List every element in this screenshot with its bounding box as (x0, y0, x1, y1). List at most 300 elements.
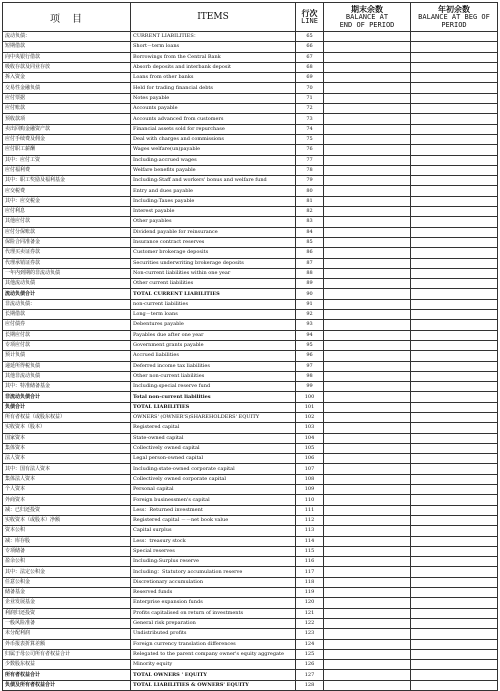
table-row (3, 361, 498, 371)
row-beg-balance-cell[interactable] (411, 546, 498, 556)
row-end-balance-cell[interactable] (324, 124, 411, 134)
row-item-cn: 流动负债合计 (3, 289, 131, 299)
row-end-balance-cell[interactable] (324, 196, 411, 206)
row-item-en: Accounts payable (131, 104, 296, 114)
row-item-cn: 应付账款 (3, 104, 131, 114)
row-beg-balance-cell[interactable] (411, 83, 498, 93)
row-item-en: Deferred income tax liabilities (131, 361, 296, 371)
table-row (3, 536, 498, 546)
row-line-number: 65 (296, 32, 324, 42)
row-item-en: Held for trading financial debts (131, 83, 296, 93)
row-item-cn: 企业发展基金 (3, 598, 131, 608)
row-end-balance-cell[interactable] (324, 361, 411, 371)
table-row (3, 93, 498, 103)
row-beg-balance-cell[interactable] (411, 402, 498, 412)
row-beg-balance-cell[interactable] (411, 340, 498, 350)
row-beg-balance-cell[interactable] (411, 464, 498, 474)
row-end-balance-cell[interactable] (324, 237, 411, 247)
table-row (3, 680, 498, 690)
row-beg-balance-cell[interactable] (411, 32, 498, 42)
row-item-en: Including:state-owned corporate capital (131, 464, 296, 474)
row-beg-balance-cell[interactable] (411, 649, 498, 659)
row-item-cn: 预计负债 (3, 351, 131, 361)
row-end-balance-cell[interactable] (324, 454, 411, 464)
row-end-balance-cell[interactable] (324, 402, 411, 412)
row-end-balance-cell[interactable] (324, 433, 411, 443)
row-end-balance-cell[interactable] (324, 279, 411, 289)
row-line-number: 123 (296, 629, 324, 639)
row-beg-balance-cell[interactable] (411, 454, 498, 464)
row-item-en: CURRENT LIABILITIES： (131, 32, 296, 42)
row-item-cn: 法人资本 (3, 454, 131, 464)
row-end-balance-cell[interactable] (324, 227, 411, 237)
table-body (3, 32, 498, 691)
table-row (3, 485, 498, 495)
row-end-balance-cell[interactable] (324, 598, 411, 608)
row-beg-balance-cell[interactable] (411, 155, 498, 165)
table-row (3, 412, 498, 422)
row-end-balance-cell[interactable] (324, 660, 411, 670)
row-end-balance-cell[interactable] (324, 515, 411, 525)
table-row (3, 454, 498, 464)
row-beg-balance-cell[interactable] (411, 567, 498, 577)
row-end-balance-cell[interactable] (324, 176, 411, 186)
row-end-balance-cell[interactable] (324, 62, 411, 72)
row-line-number: 105 (296, 443, 324, 453)
row-line-number: 74 (296, 124, 324, 134)
row-beg-balance-cell[interactable] (411, 237, 498, 247)
row-item-en: Entry and dues payable (131, 186, 296, 196)
table-row (3, 382, 498, 392)
row-item-en: Less：treasury stock (131, 536, 296, 546)
liabilities-equity-table (2, 2, 498, 691)
row-end-balance-cell[interactable] (324, 464, 411, 474)
row-end-balance-cell[interactable] (324, 588, 411, 598)
table-row (3, 351, 498, 361)
row-end-balance-cell[interactable] (324, 155, 411, 165)
row-line-number: 100 (296, 392, 324, 402)
row-end-balance-cell[interactable] (324, 114, 411, 124)
row-beg-balance-cell[interactable] (411, 289, 498, 299)
row-item-en: Debentures payable (131, 320, 296, 330)
row-line-number: 108 (296, 474, 324, 484)
row-beg-balance-cell[interactable] (411, 104, 498, 114)
table-row (3, 124, 498, 134)
row-item-en: General risk preparation (131, 618, 296, 628)
table-row (3, 618, 498, 628)
table-row (3, 649, 498, 659)
row-item-cn: 实收资本（股本） (3, 423, 131, 433)
row-item-cn: 其中：应付工资 (3, 155, 131, 165)
row-beg-balance-cell[interactable] (411, 515, 498, 525)
row-item-en: Long－term loans (131, 310, 296, 320)
balance-sheet-page (2, 2, 497, 688)
row-beg-balance-cell[interactable] (411, 320, 498, 330)
row-beg-balance-cell[interactable] (411, 52, 498, 62)
row-beg-balance-cell[interactable] (411, 526, 498, 536)
row-line-number: 91 (296, 299, 324, 309)
row-end-balance-cell[interactable] (324, 340, 411, 350)
row-item-en: Personal capital (131, 485, 296, 495)
table-row (3, 196, 498, 206)
row-item-en: State-owned capital (131, 433, 296, 443)
row-item-en: Legal person-owned capital (131, 454, 296, 464)
row-beg-balance-cell[interactable] (411, 207, 498, 217)
row-beg-balance-cell[interactable] (411, 536, 498, 546)
row-beg-balance-cell[interactable] (411, 227, 498, 237)
table-row (3, 32, 498, 42)
row-end-balance-cell[interactable] (324, 495, 411, 505)
row-end-balance-cell[interactable] (324, 248, 411, 258)
row-item-en: Borrowings from the Central Bank (131, 52, 296, 62)
row-line-number: 73 (296, 114, 324, 124)
row-item-en: Undistributed profits (131, 629, 296, 639)
row-end-balance-cell[interactable] (324, 443, 411, 453)
row-line-number: 77 (296, 155, 324, 165)
row-beg-balance-cell[interactable] (411, 145, 498, 155)
table-row (3, 52, 498, 62)
row-item-en: Total non-current liabilities (131, 392, 296, 402)
row-end-balance-cell[interactable] (324, 670, 411, 680)
row-end-balance-cell[interactable] (324, 649, 411, 659)
row-line-number: 89 (296, 279, 324, 289)
row-item-en: Registered capital (131, 423, 296, 433)
table-row (3, 227, 498, 237)
table-row (3, 330, 498, 340)
row-item-cn: 应付分保账款 (3, 227, 131, 237)
row-beg-balance-cell[interactable] (411, 217, 498, 227)
row-beg-balance-cell[interactable] (411, 361, 498, 371)
row-end-balance-cell[interactable] (324, 474, 411, 484)
row-beg-balance-cell[interactable] (411, 93, 498, 103)
row-end-balance-cell[interactable] (324, 577, 411, 587)
row-item-en: Short－term loans (131, 42, 296, 52)
table-row (3, 279, 498, 289)
row-line-number: 86 (296, 248, 324, 258)
row-item-cn: 其中：职工奖励及福利基金 (3, 176, 131, 186)
row-beg-balance-cell[interactable] (411, 371, 498, 381)
row-item-en: Including：Statutory accumulation reserve (131, 567, 296, 577)
row-end-balance-cell[interactable] (324, 680, 411, 690)
row-item-cn: 负债合计 (3, 402, 131, 412)
table-row (3, 176, 498, 186)
row-end-balance-cell[interactable] (324, 526, 411, 536)
row-beg-balance-cell[interactable] (411, 588, 498, 598)
row-end-balance-cell[interactable] (324, 330, 411, 340)
row-item-cn: 储备基金 (3, 588, 131, 598)
row-end-balance-cell[interactable] (324, 104, 411, 114)
row-end-balance-cell[interactable] (324, 536, 411, 546)
table-row (3, 310, 498, 320)
row-item-en: Including:Surplus reserve (131, 557, 296, 567)
row-end-balance-cell[interactable] (324, 258, 411, 268)
table-row (3, 402, 498, 412)
row-item-en: Deal with charges and commissions (131, 134, 296, 144)
row-item-en: Including:accrued wages (131, 155, 296, 165)
row-line-number: 78 (296, 165, 324, 175)
row-line-number: 93 (296, 320, 324, 330)
row-item-en: Absorb deposits and interbank deposit (131, 62, 296, 72)
row-item-cn: 预收款项 (3, 114, 131, 124)
row-item-en: Relegated to the parent company owner's equity aggregate (131, 649, 296, 659)
row-beg-balance-cell[interactable] (411, 299, 498, 309)
row-item-en: non-current liabilities (131, 299, 296, 309)
row-beg-balance-cell[interactable] (411, 557, 498, 567)
row-item-cn: 其他流动负债 (3, 279, 131, 289)
row-item-en: Other payables (131, 217, 296, 227)
table-row (3, 526, 498, 536)
row-line-number: 80 (296, 186, 324, 196)
table-row (3, 73, 498, 83)
row-end-balance-cell[interactable] (324, 608, 411, 618)
row-line-number: 75 (296, 134, 324, 144)
row-beg-balance-cell[interactable] (411, 670, 498, 680)
row-end-balance-cell[interactable] (324, 392, 411, 402)
header-end-en1: BALANCE AT (345, 13, 389, 21)
table-row (3, 474, 498, 484)
row-item-cn: 长期应付款 (3, 330, 131, 340)
row-item-cn: 个人资本 (3, 485, 131, 495)
row-item-en: Interest payable (131, 207, 296, 217)
row-line-number: 66 (296, 42, 324, 52)
row-beg-balance-cell[interactable] (411, 186, 498, 196)
row-end-balance-cell[interactable] (324, 93, 411, 103)
header-line (296, 3, 324, 32)
row-beg-balance-cell[interactable] (411, 629, 498, 639)
row-line-number: 120 (296, 598, 324, 608)
row-item-cn: 代理承销证券款 (3, 258, 131, 268)
row-end-balance-cell[interactable] (324, 134, 411, 144)
row-line-number: 96 (296, 351, 324, 361)
row-beg-balance-cell[interactable] (411, 608, 498, 618)
table-row (3, 433, 498, 443)
row-item-cn: 卖出回购金融资产款 (3, 124, 131, 134)
row-line-number: 79 (296, 176, 324, 186)
row-beg-balance-cell[interactable] (411, 62, 498, 72)
row-item-cn: 其中：法定公积金 (3, 567, 131, 577)
row-item-cn: 应交税费 (3, 186, 131, 196)
row-end-balance-cell[interactable] (324, 83, 411, 93)
row-end-balance-cell[interactable] (324, 567, 411, 577)
row-end-balance-cell[interactable] (324, 310, 411, 320)
row-item-en: Including:Taxes payable (131, 196, 296, 206)
table-row (3, 207, 498, 217)
row-line-number: 111 (296, 505, 324, 515)
row-beg-balance-cell[interactable] (411, 279, 498, 289)
row-item-cn: 应付票据 (3, 93, 131, 103)
table-row (3, 237, 498, 247)
table-row (3, 629, 498, 639)
row-end-balance-cell[interactable] (324, 299, 411, 309)
row-end-balance-cell[interactable] (324, 629, 411, 639)
row-beg-balance-cell[interactable] (411, 660, 498, 670)
row-beg-balance-cell[interactable] (411, 124, 498, 134)
row-line-number: 90 (296, 289, 324, 299)
row-item-cn: 应付职工薪酬 (3, 145, 131, 155)
row-beg-balance-cell[interactable] (411, 351, 498, 361)
row-item-en: TOTAL LIABILITIES (131, 402, 296, 412)
row-item-cn: 非流动负债合计 (3, 392, 131, 402)
row-item-en: Government grants payable (131, 340, 296, 350)
table-row (3, 83, 498, 93)
row-beg-balance-cell[interactable] (411, 268, 498, 278)
row-item-en: Accrued liabilities (131, 351, 296, 361)
row-end-balance-cell[interactable] (324, 371, 411, 381)
row-end-balance-cell[interactable] (324, 320, 411, 330)
row-line-number: 104 (296, 433, 324, 443)
row-item-en: Accounts advanced from customers (131, 114, 296, 124)
row-end-balance-cell[interactable] (324, 485, 411, 495)
row-line-number: 121 (296, 608, 324, 618)
row-line-number: 101 (296, 402, 324, 412)
row-beg-balance-cell[interactable] (411, 73, 498, 83)
row-beg-balance-cell[interactable] (411, 598, 498, 608)
row-end-balance-cell[interactable] (324, 52, 411, 62)
row-end-balance-cell[interactable] (324, 186, 411, 196)
row-beg-balance-cell[interactable] (411, 258, 498, 268)
row-beg-balance-cell[interactable] (411, 196, 498, 206)
row-end-balance-cell[interactable] (324, 217, 411, 227)
row-item-cn: 应付利息 (3, 207, 131, 217)
row-beg-balance-cell[interactable] (411, 433, 498, 443)
row-line-number: 99 (296, 382, 324, 392)
row-item-en: Non-current liabilities within one year (131, 268, 296, 278)
table-row (3, 557, 498, 567)
row-beg-balance-cell[interactable] (411, 577, 498, 587)
row-item-en: Reserved funds (131, 588, 296, 598)
row-item-cn: 所有者权益（或股东权益） (3, 412, 131, 422)
row-item-en: Dividend payable for reinsurance (131, 227, 296, 237)
row-item-cn: 盈余公积 (3, 557, 131, 567)
row-line-number: 110 (296, 495, 324, 505)
table-row (3, 515, 498, 525)
row-beg-balance-cell[interactable] (411, 495, 498, 505)
row-item-cn: 实收资本（或股本）净额 (3, 515, 131, 525)
row-end-balance-cell[interactable] (324, 268, 411, 278)
table-row (3, 42, 498, 52)
table-row (3, 340, 498, 350)
row-line-number: 112 (296, 515, 324, 525)
row-line-number: 95 (296, 340, 324, 350)
row-item-en: Foreign businessmen's capital (131, 495, 296, 505)
header-end-balance (324, 3, 411, 32)
table-row (3, 62, 498, 72)
row-beg-balance-cell[interactable] (411, 443, 498, 453)
row-beg-balance-cell[interactable] (411, 412, 498, 422)
table-row (3, 186, 498, 196)
row-item-cn: 长期借款 (3, 310, 131, 320)
row-beg-balance-cell[interactable] (411, 382, 498, 392)
row-line-number: 68 (296, 62, 324, 72)
row-end-balance-cell[interactable] (324, 207, 411, 217)
row-item-en: Minority equity (131, 660, 296, 670)
row-end-balance-cell[interactable] (324, 351, 411, 361)
row-beg-balance-cell[interactable] (411, 114, 498, 124)
row-end-balance-cell[interactable] (324, 73, 411, 83)
row-item-cn: 外币报表折算差额 (3, 639, 131, 649)
row-item-cn: 应付福利费 (3, 165, 131, 175)
row-end-balance-cell[interactable] (324, 505, 411, 515)
row-beg-balance-cell[interactable] (411, 392, 498, 402)
row-end-balance-cell[interactable] (324, 382, 411, 392)
row-beg-balance-cell[interactable] (411, 165, 498, 175)
row-beg-balance-cell[interactable] (411, 680, 498, 690)
row-beg-balance-cell[interactable] (411, 423, 498, 433)
row-line-number: 125 (296, 649, 324, 659)
row-item-cn: 少数股东权益 (3, 660, 131, 670)
row-beg-balance-cell[interactable] (411, 42, 498, 52)
table-row (3, 598, 498, 608)
row-item-en: TOTAL OWNERS ' EQUITY (131, 670, 296, 680)
row-item-cn: 所有者权益合计 (3, 670, 131, 680)
row-item-en: Collectively owned corporate capital (131, 474, 296, 484)
row-beg-balance-cell[interactable] (411, 248, 498, 258)
header-item-cn: 项 目 (3, 3, 131, 32)
row-item-en: TOTAL CURRENT LIABILITIES (131, 289, 296, 299)
row-beg-balance-cell[interactable] (411, 134, 498, 144)
row-line-number: 119 (296, 588, 324, 598)
row-item-en: Other current liabilities (131, 279, 296, 289)
row-end-balance-cell[interactable] (324, 32, 411, 42)
row-item-cn: 集体资本 (3, 443, 131, 453)
row-beg-balance-cell[interactable] (411, 176, 498, 186)
row-item-en: TOTAL LIABILITIES & OWNERS' EQUITY (131, 680, 296, 690)
row-item-cn: 应付债券 (3, 320, 131, 330)
row-end-balance-cell[interactable] (324, 618, 411, 628)
table-row (3, 134, 498, 144)
row-item-cn: 国家资本 (3, 433, 131, 443)
row-item-en: Discretionary accumulation (131, 577, 296, 587)
row-beg-balance-cell[interactable] (411, 505, 498, 515)
table-row (3, 258, 498, 268)
row-item-en: Other non-current liabilities (131, 371, 296, 381)
row-item-cn: 应付手续费及佣金 (3, 134, 131, 144)
header-line-en: LINE (301, 17, 318, 25)
row-end-balance-cell[interactable] (324, 557, 411, 567)
row-item-en: Capital surplus (131, 526, 296, 536)
table-row (3, 320, 498, 330)
row-beg-balance-cell[interactable] (411, 310, 498, 320)
header-item-en: ITEMS (131, 3, 296, 32)
row-beg-balance-cell[interactable] (411, 485, 498, 495)
header-beg-cn: 年初余数 (438, 4, 470, 14)
row-item-cn: 吸收存款及同业存放 (3, 62, 131, 72)
table-row (3, 289, 498, 299)
row-end-balance-cell[interactable] (324, 42, 411, 52)
row-item-cn: 其他应付款 (3, 217, 131, 227)
row-end-balance-cell[interactable] (324, 412, 411, 422)
table-row (3, 577, 498, 587)
row-end-balance-cell[interactable] (324, 423, 411, 433)
header-line-cn: 行次 (301, 8, 318, 18)
table-row (3, 567, 498, 577)
row-beg-balance-cell[interactable] (411, 618, 498, 628)
row-end-balance-cell[interactable] (324, 145, 411, 155)
row-item-cn: 利润归还投资 (3, 608, 131, 618)
row-end-balance-cell[interactable] (324, 639, 411, 649)
row-item-cn: 递延所得税负债 (3, 361, 131, 371)
row-item-cn: 其他非流动负债 (3, 371, 131, 381)
row-end-balance-cell[interactable] (324, 546, 411, 556)
row-beg-balance-cell[interactable] (411, 474, 498, 484)
row-end-balance-cell[interactable] (324, 289, 411, 299)
row-item-en: Financial assets sold for repurchase (131, 124, 296, 134)
row-end-balance-cell[interactable] (324, 165, 411, 175)
table-row (3, 155, 498, 165)
row-beg-balance-cell[interactable] (411, 639, 498, 649)
row-item-cn: 减：库存股 (3, 536, 131, 546)
row-beg-balance-cell[interactable] (411, 330, 498, 340)
